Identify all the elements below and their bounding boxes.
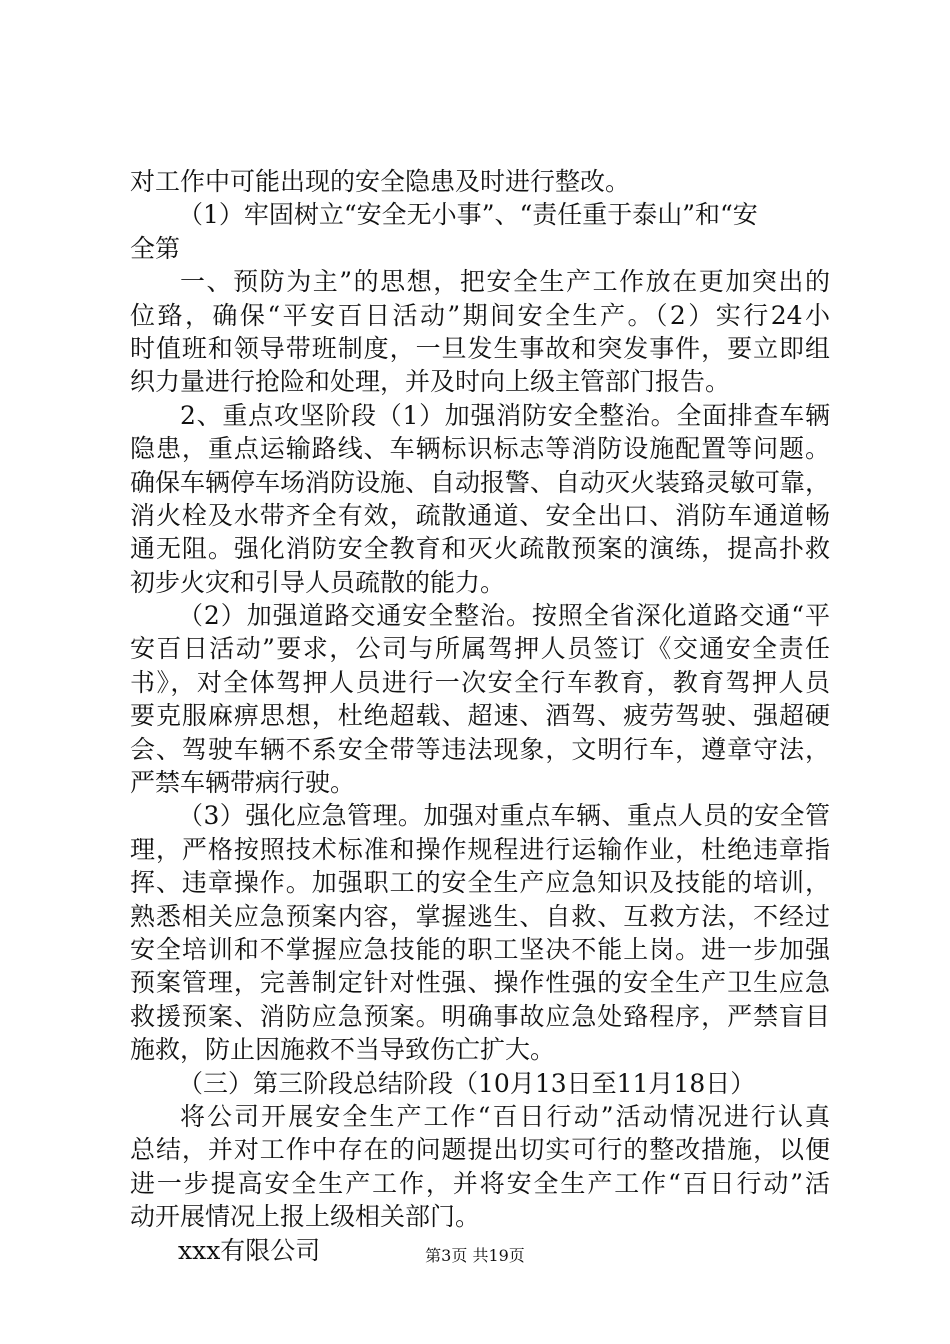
text-line: （2）加强道路交通安全整治。按照全省深化道路交通“平 [178,601,830,631]
text-line: 熟悉相关应急预案内容，掌握逃生、自救、互救方法，不经过 [130,901,830,931]
text-line: 要克服麻痹思想，杜绝超载、超速、酒驾、疲劳驾驶、强超硬 [130,701,830,731]
text-line: 一、预防为主”的思想，把安全生产工作放在更加突出的 [180,267,830,297]
text-line: 严禁车辆带病行驶。 [130,768,356,798]
text-line: 确保车辆停车场消防设施、自动报警、自动灭火装臵灵敏可靠， [130,467,830,497]
text-line: 安全培训和不掌握应急技能的职工坚决不能上岗。进一步加强 [130,934,830,964]
text-line: 理，严格按照技术标准和操作规程进行运输作业，杜绝违章指 [130,834,830,864]
text-line: 全第 [130,233,181,263]
text-line: 隐患，重点运输路线、车辆标识标志等消防设施配置等问题。 [130,434,830,464]
page-number: 第3页 共19页 [425,1246,525,1265]
text-line: 通无阻。强化消防安全教育和灭火疏散预案的演练，提高扑救 [130,534,830,564]
text-line: 动开展情况上报上级相关部门。 [130,1202,481,1232]
text-line: xxx有限公司 [178,1235,321,1265]
text-line: 初步火灾和引导人员疏散的能力。 [130,567,506,597]
text-line: 救援预案、消防应急预案。明确事故应急处臵程序，严禁盲目 [130,1001,830,1031]
text-line: 将公司开展安全生产工作“百日行动”活动情况进行认真 [180,1101,830,1131]
text-line: 施救，防止因施救不当导致伤亡扩大。 [130,1035,556,1065]
text-line: 挥、违章操作。加强职工的安全生产应急知识及技能的培训， [130,868,830,898]
page-footer [0,1243,950,1266]
text-line: 位臵，确保“平安百日活动”期间安全生产。（2）实行24小 [130,300,830,330]
text-line: 消火栓及水带齐全有效，疏散通道、安全出口、消防车通道畅 [130,500,830,530]
text-line: 织力量进行抢险和处理，并及时向上级主管部门报告。 [130,367,731,397]
text-line: 对工作中可能出现的安全隐患及时进行整改。 [130,167,631,196]
text-line: 安百日活动”要求，公司与所属驾押人员签订《交通安全责任 [130,634,830,664]
text-line: 时值班和领导带班制度，一旦发生事故和突发事件，要立即组 [130,333,830,363]
text-line: （三）第三阶段总结阶段（10月13日至11月18日） [178,1068,756,1098]
text-line: 会、驾驶车辆不系安全带等违法现象，文明行车，遵章守法， [130,734,830,764]
text-line: 总结，并对工作中存在的问题提出切实可行的整改措施，以便 [130,1135,830,1165]
text-line: （1）牢固树立“安全无小事”、“责任重于泰山”和“安 [178,200,758,230]
text-line: （3）强化应急管理。加强对重点车辆、重点人员的安全管 [178,801,830,831]
text-line: 预案管理，完善制定针对性强、操作性强的安全生产卫生应急 [130,968,830,998]
text-line: 书》，对全体驾押人员进行一次安全行车教育，教育驾押人员 [130,667,830,697]
text-line: 进一步提高安全生产工作，并将安全生产工作“百日行动”活 [130,1168,830,1198]
document-body [130,165,830,1267]
text-line: 2、重点攻坚阶段（1）加强消防安全整治。全面排查车辆 [180,400,830,430]
